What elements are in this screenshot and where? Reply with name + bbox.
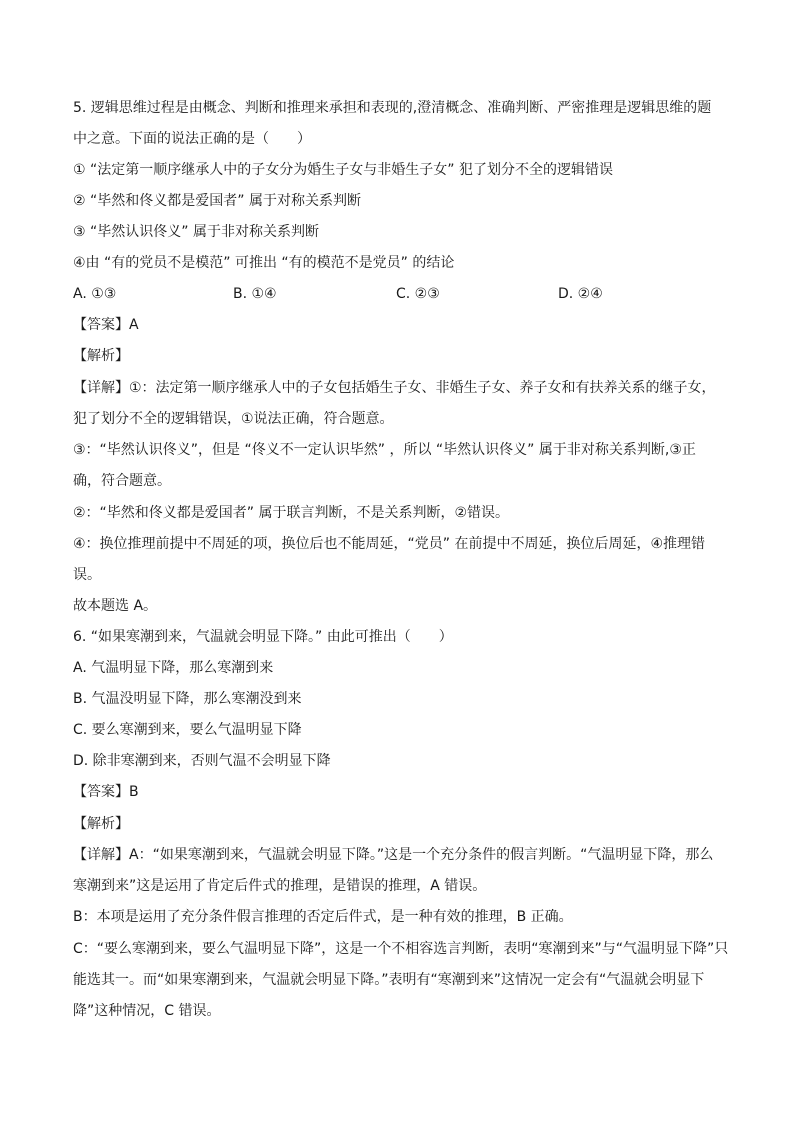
q5-analysis-line-3: ③：“毕然认识佟义”，但是 “佟义不一定认识毕然” ，所以 “毕然认识佟义” 属于非对称关系判断,③正	[73, 442, 696, 458]
q5-option-b: B. ①④	[233, 286, 277, 302]
q5-option-d: D. ②④	[558, 286, 603, 302]
q5-analysis-line-4: 确，符合题意。	[73, 473, 171, 489]
q5-statement-3: ③ “毕然认识佟义” 属于非对称关系判断	[73, 224, 319, 240]
q6-analysis-line-6: 降”这种情况，C 错误。	[73, 1003, 221, 1019]
q5-analysis-line-6: ④：换位推理前提中不周延的项，换位后也不能周延，“党员” 在前提中不周延，换位后周延，④推理错	[73, 536, 706, 552]
q5-statement-1: ① “法定第一顺序继承人中的子女分为婚生子女与非婚生子女” 犯了划分不全的逻辑错误	[73, 162, 613, 178]
q6-option-b: B. 气温没明显下降，那么寒潮没到来	[73, 691, 302, 707]
q6-analysis-line-1: 【详解】A：“如果寒潮到来，气温就会明显下降。”这是一个充分条件的假言判断。“气温明显下降，那么	[73, 847, 714, 863]
q5-analysis-line-1: 【详解】①：法定第一顺序继承人中的子女包括婚生子女、非婚生子女、养子女和有扶养关系的继子女，	[73, 380, 716, 396]
q5-analysis-line-5: ②：“毕然和佟义都是爱国者” 属于联言判断，不是关系判断，②错误。	[73, 505, 510, 521]
q6-option-c: C. 要么寒潮到来，要么气温明显下降	[73, 722, 302, 738]
q6-stem: 6. “如果寒潮到来，气温就会明显下降。” 由此可推出（ ）	[73, 629, 453, 645]
q6-analysis-line-5: 能选其一。而“如果寒潮到来，气温就会明显下降。”表明有“寒潮到来”这情况一定会有“气温就会明显下	[73, 972, 705, 988]
q5-stem-line-1: 5. 逻辑思维过程是由概念、判断和推理来承担和表现的,澄清概念、准确判断、严密推理是逻辑思维的题	[73, 100, 712, 116]
q6-option-d: D. 除非寒潮到来，否则气温不会明显下降	[73, 753, 331, 769]
q5-stem-line-2: 中之意。下面的说法正确的是（ ）	[73, 131, 311, 147]
q6-analysis-line-3: B：本项是运用了充分条件假言推理的否定后件式，是一种有效的推理，B 正确。	[73, 909, 573, 925]
q6-analysis-line-4: C：“要么寒潮到来，要么气温明显下降”，这是一个不相容选言判断，表明“寒潮到来”与“气温明显下降”只	[73, 941, 729, 957]
q5-option-a: A. ①③	[73, 286, 117, 302]
q5-analysis-label: 【解析】	[73, 348, 129, 364]
q5-statement-4: ④由 “有的党员不是模范” 可推出 “有的模范不是党员” 的结论	[73, 255, 455, 271]
q5-statement-2: ② “毕然和佟义都是爱国者” 属于对称关系判断	[73, 193, 361, 209]
q5-analysis-line-8: 故本题选 A。	[73, 598, 158, 614]
q5-analysis-line-7: 误。	[73, 567, 101, 583]
q5-answer: 【答案】A	[73, 317, 139, 333]
q6-analysis-line-2: 寒潮到来”这是运用了肯定后件式的推理，是错误的推理，A 错误。	[73, 878, 487, 894]
q6-answer: 【答案】B	[73, 784, 139, 800]
q5-analysis-line-2: 犯了划分不全的逻辑错误，①说法正确，符合题意。	[73, 411, 394, 427]
q6-option-a: A. 气温明显下降，那么寒潮到来	[73, 660, 274, 676]
q6-analysis-label: 【解析】	[73, 816, 129, 832]
q5-option-c: C. ②③	[396, 286, 440, 302]
